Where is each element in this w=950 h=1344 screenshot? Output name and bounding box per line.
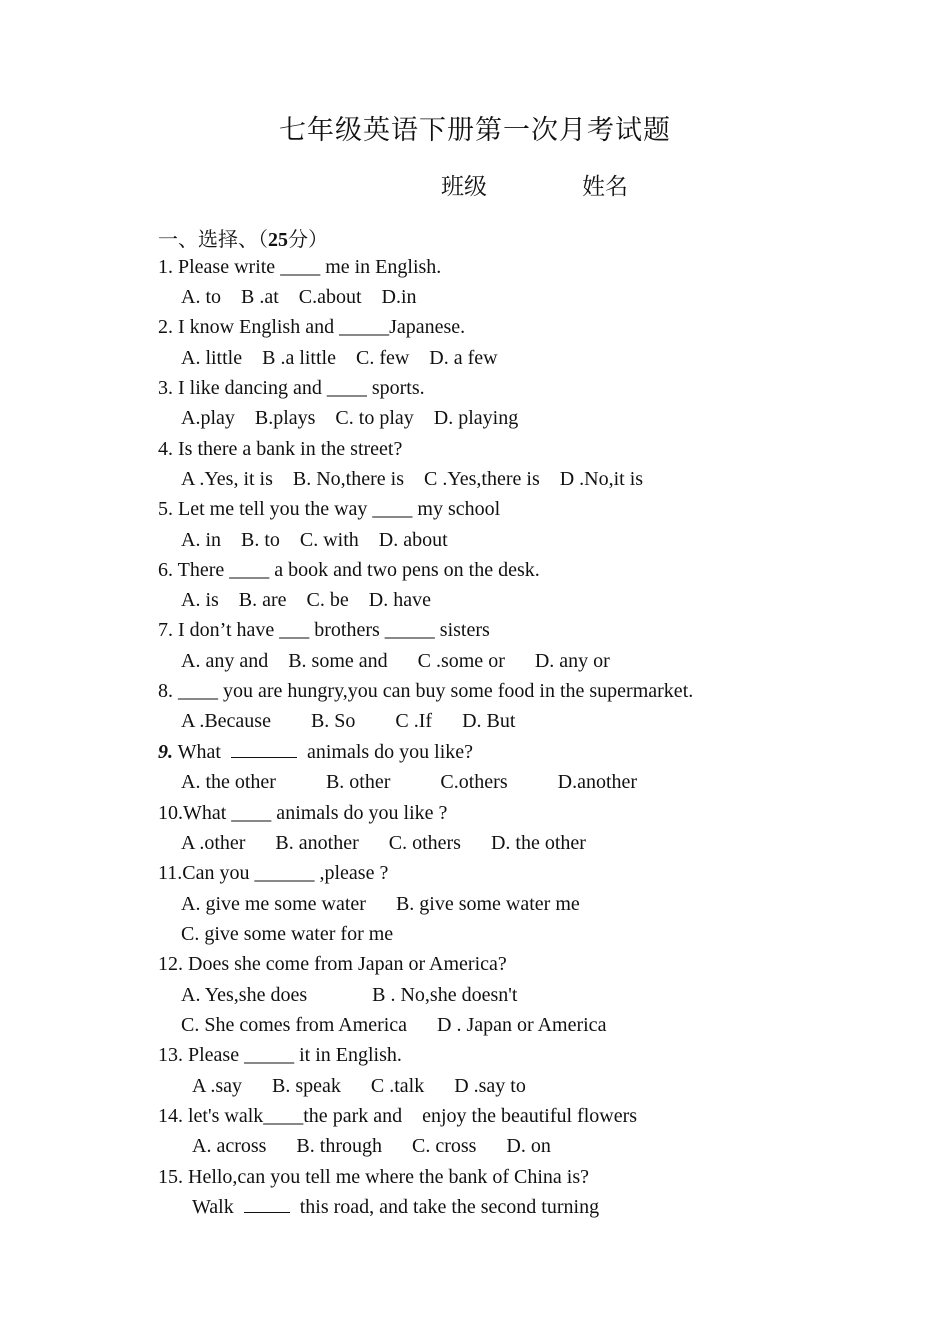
- section-points: 25: [268, 229, 288, 251]
- options-5: A. in B. to C. with D. about: [181, 529, 448, 551]
- question-8: 8. ____ you are hungry,you can buy some food in the supermarket.: [158, 680, 694, 702]
- options-2: A. little B .a little C. few D. a few: [181, 347, 498, 369]
- options-3: A.play B.plays C. to play D. playing: [181, 407, 519, 429]
- options-14: A. across B. through C. cross D. on: [192, 1135, 551, 1157]
- question-15: 15. Hello,can you tell me where the bank of China is?: [158, 1166, 589, 1188]
- options-13: A .say B. speak C .talk D .say to: [192, 1075, 526, 1097]
- options-9: A. the other B. other C.others D.another: [181, 771, 638, 793]
- options-4: A .Yes, it is B. No,there is C .Yes,there is D .No,it is: [181, 468, 644, 490]
- section-label-pre: 一、选择、（: [158, 227, 268, 251]
- options-12b: C. She comes from America D . Japan or America: [181, 1014, 607, 1036]
- answer-blank: [244, 1194, 290, 1213]
- answer-blank: [231, 739, 297, 758]
- question-13: 13. Please _____ it in English.: [158, 1044, 402, 1066]
- question-14: 14. let's walk____the park and enjoy the beautiful flowers: [158, 1105, 638, 1127]
- question-11: 11.Can you ______ ,please ?: [158, 862, 389, 884]
- options-7: A. any and B. some and C .some or D. any or: [181, 650, 610, 672]
- question-5: 5. Let me tell you the way ____ my school: [158, 498, 501, 520]
- question-9: [158, 739, 473, 765]
- question-2: 2. I know English and _____Japanese.: [158, 316, 466, 338]
- options-1: A. to B .at C.about D.in: [181, 286, 417, 308]
- question-10: 10.What ____ animals do you like ?: [158, 802, 448, 824]
- question-4: 4. Is there a bank in the street?: [158, 438, 403, 460]
- question-7: 7. I don’t have ___ brothers _____ sisters: [158, 619, 490, 641]
- options-8: A .Because B. So C .If D. But: [181, 710, 516, 732]
- question-15-text-a: Walk: [192, 1196, 234, 1218]
- name-label: 姓名: [582, 174, 628, 200]
- question-9-number: 9.: [158, 741, 173, 763]
- question-15-line2: [192, 1194, 599, 1220]
- question-15-text-b: this road, and take the second turning: [299, 1196, 600, 1218]
- question-1: 1. Please write ____ me in English.: [158, 256, 442, 278]
- options-12a: A. Yes,she does B . No,she doesn't: [181, 984, 518, 1006]
- question-3: 3. I like dancing and ____ sports.: [158, 377, 425, 399]
- section-label-post: 分）: [288, 227, 328, 251]
- question-6: 6. There ____ a book and two pens on the desk.: [158, 559, 540, 581]
- options-10: A .other B. another C. others D. the other: [181, 832, 586, 854]
- options-11a: A. give me some water B. give some water me: [181, 893, 580, 915]
- options-6: A. is B. are C. be D. have: [181, 589, 431, 611]
- options-11b: C. give some water for me: [181, 923, 394, 945]
- exam-title: 七年级英语下册第一次月考试题: [279, 115, 671, 146]
- section-heading: [158, 223, 328, 252]
- question-9-text-a: What: [177, 741, 221, 763]
- question-9-text-b: animals do you like?: [306, 741, 474, 763]
- question-12: 12. Does she come from Japan or America?: [158, 953, 507, 975]
- class-label: 班级: [441, 174, 487, 200]
